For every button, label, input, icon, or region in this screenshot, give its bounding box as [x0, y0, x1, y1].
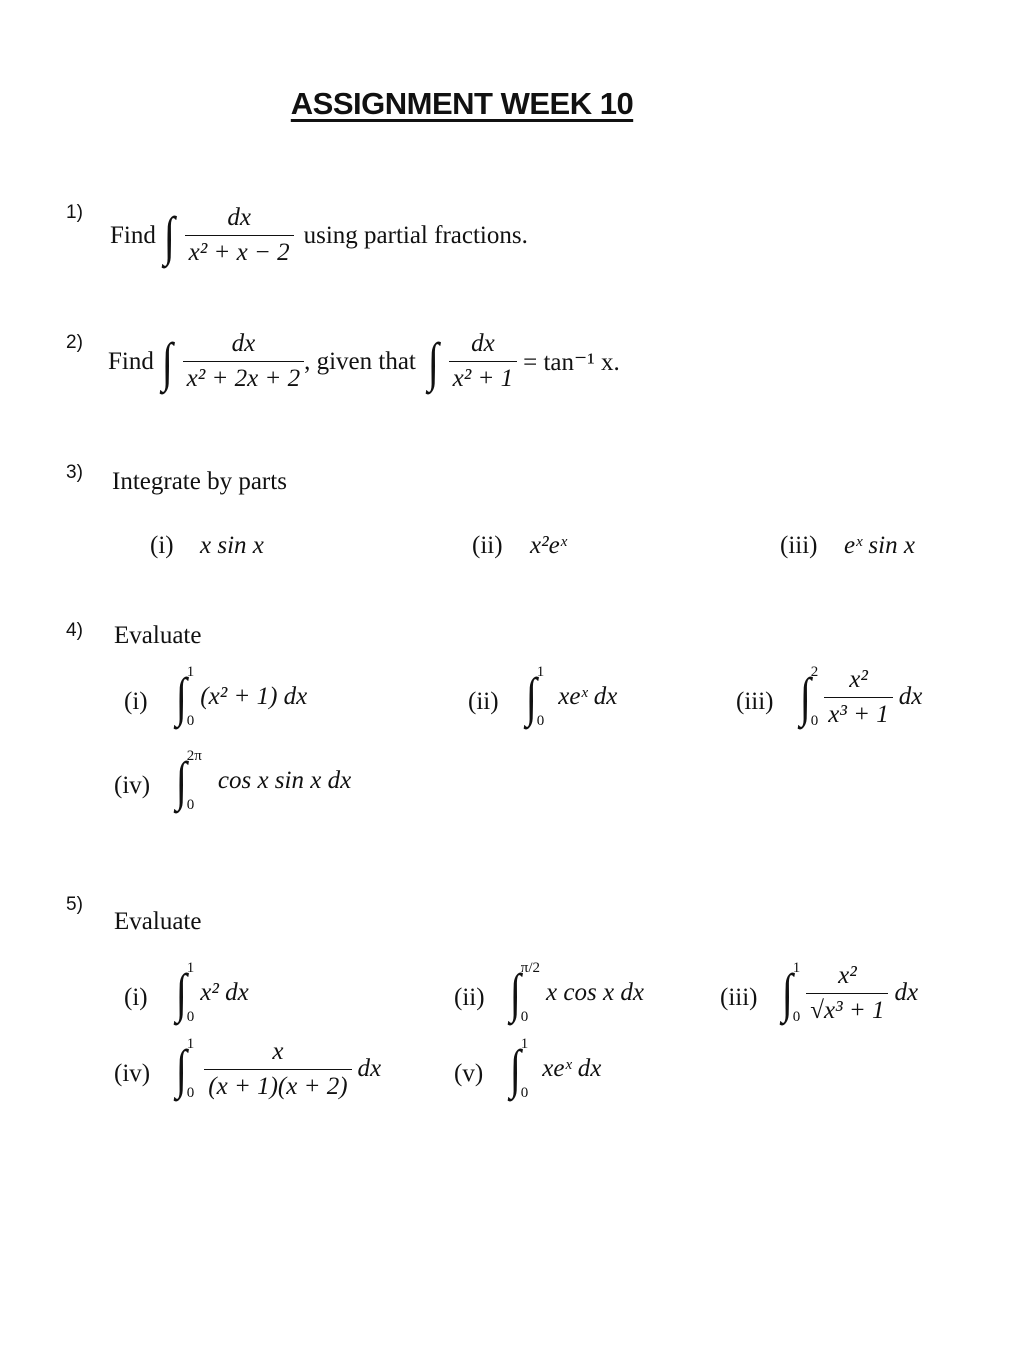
integral-sign: ∫ — [175, 1039, 187, 1099]
q4-item-3 — [798, 664, 922, 730]
q5-item-3-label: (iii) — [720, 984, 758, 1011]
integrand-fraction — [204, 1038, 351, 1101]
q1-fraction — [185, 204, 294, 267]
q5-item-1 — [174, 960, 249, 1026]
denominator: (x + 1)(x + 2) — [204, 1069, 351, 1101]
upper-limit: 2π — [186, 748, 202, 764]
q4-item-1 — [174, 664, 307, 730]
integral-sign: ∫ — [175, 751, 187, 811]
lower-limit: 0 — [536, 713, 545, 729]
q4-item-2-label: (ii) — [468, 688, 499, 715]
upper-limit: 2 — [810, 664, 819, 680]
q1-tail-text: using partial fractions. — [303, 221, 528, 249]
lower-limit: 0 — [520, 1085, 529, 1101]
integrand: (x² + 1) dx — [200, 683, 308, 710]
upper-limit: 1 — [536, 664, 545, 680]
integral-sign: ∫ — [175, 667, 187, 727]
q2-mid-text: , given that — [304, 347, 416, 375]
integral-sign: ∫ — [509, 963, 521, 1023]
question-4-number: 4) — [66, 620, 83, 641]
upper-limit: 1 — [186, 664, 195, 680]
question-1-number: 1) — [66, 202, 83, 223]
q2-denominator: x² + 2x + 2 — [183, 361, 304, 393]
q3-item-1-label: (i) — [150, 532, 174, 559]
q4-item-2 — [524, 664, 617, 730]
integral-sign: ∫ — [781, 963, 793, 1023]
q2-given-fraction — [449, 330, 517, 393]
integral-sign: ∫ — [509, 1039, 521, 1099]
differential: dx — [898, 683, 923, 710]
upper-limit: 1 — [186, 1036, 195, 1052]
integral-sign: ∫ — [427, 331, 439, 392]
upper-limit: 1 — [792, 960, 801, 976]
integrand-fraction — [824, 666, 892, 729]
q3-item-3-expr: eˣ sin x — [844, 532, 915, 559]
q4-item-4-label: (iv) — [114, 772, 151, 799]
q4-item-3-label: (iii) — [736, 688, 774, 715]
q5-item-5 — [508, 1036, 601, 1102]
q5-item-4-label: (iv) — [114, 1060, 151, 1087]
question-2 — [108, 330, 620, 393]
lower-limit: 0 — [792, 1009, 801, 1025]
q2-find-text: Find — [108, 347, 154, 375]
q3-item-3-label: (iii) — [780, 532, 818, 559]
differential: dx — [357, 1055, 382, 1082]
integrand: xeˣ dx — [558, 683, 618, 710]
q1-find-text: Find — [110, 221, 156, 249]
integral-sign: ∫ — [161, 331, 173, 392]
question-3-heading: Integrate by parts — [112, 468, 287, 495]
q4-item-4 — [174, 748, 351, 814]
integrand-fraction — [806, 962, 888, 1025]
lower-limit: 0 — [810, 713, 819, 729]
question-3-number: 3) — [66, 462, 83, 483]
integral-sign: ∫ — [163, 205, 175, 266]
q2-given-denominator: x² + 1 — [449, 361, 517, 393]
lower-limit: 0 — [186, 1009, 195, 1025]
q5-item-2-label: (ii) — [454, 984, 485, 1011]
integrand: x² dx — [200, 979, 249, 1006]
integrand: x cos x dx — [546, 979, 644, 1006]
question-2-number: 2) — [66, 332, 83, 353]
integrand: cos x sin x dx — [217, 767, 352, 794]
q2-given-numerator: dx — [471, 330, 495, 357]
q5-item-4 — [174, 1036, 381, 1102]
integral-sign: ∫ — [525, 667, 537, 727]
upper-limit: 1 — [186, 960, 195, 976]
numerator: x — [272, 1037, 284, 1065]
lower-limit: 0 — [186, 797, 195, 813]
upper-limit: π/2 — [520, 960, 541, 976]
denominator: √x³ + 1 — [806, 993, 888, 1025]
q2-fraction — [183, 330, 304, 393]
q4-item-1-label: (i) — [124, 688, 148, 715]
lower-limit: 0 — [186, 1085, 195, 1101]
q5-item-5-label: (v) — [454, 1060, 484, 1087]
page-title: ASSIGNMENT WEEK 10 — [290, 86, 634, 121]
q3-item-2-label: (ii) — [472, 532, 503, 559]
denominator: x³ + 1 — [824, 697, 892, 729]
q2-numerator: dx — [231, 330, 256, 357]
upper-limit: 1 — [520, 1036, 529, 1052]
integral-sign: ∫ — [175, 963, 187, 1023]
question-1 — [110, 204, 528, 267]
lower-limit: 0 — [186, 713, 195, 729]
question-4-heading: Evaluate — [114, 622, 202, 649]
question-5-heading: Evaluate — [114, 908, 202, 935]
lower-limit: 0 — [520, 1009, 529, 1025]
q5-item-1-label: (i) — [124, 984, 148, 1011]
q5-item-2 — [508, 960, 644, 1026]
q1-numerator: dx — [227, 204, 251, 231]
numerator: x² — [849, 665, 868, 693]
differential: dx — [894, 979, 919, 1006]
q1-denominator: x² + x − 2 — [185, 235, 294, 267]
integral-sign: ∫ — [799, 667, 811, 727]
numerator: x² — [838, 961, 857, 989]
q2-rhs: = tan⁻¹ x. — [523, 348, 620, 376]
q3-item-1-expr: x sin x — [200, 532, 264, 559]
integrand: xeˣ dx — [542, 1055, 602, 1082]
q3-item-2-expr: x²eˣ — [530, 532, 567, 559]
question-5-number: 5) — [66, 894, 83, 915]
q5-item-3 — [780, 960, 918, 1026]
